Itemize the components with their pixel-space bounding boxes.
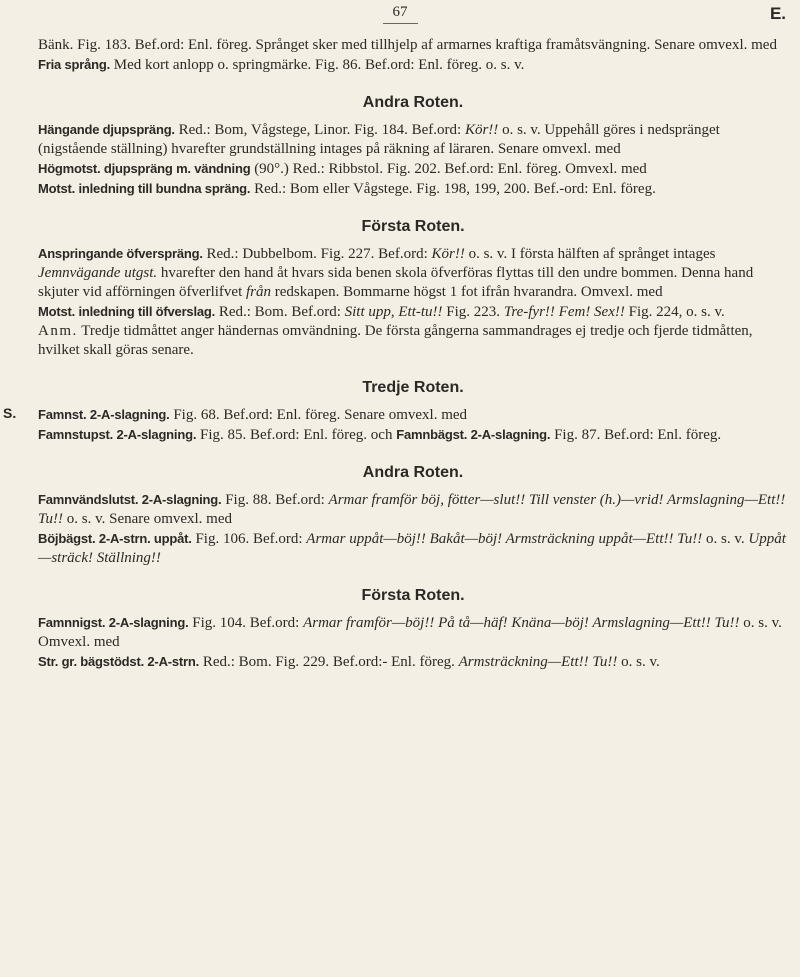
text-run: Anm.: [38, 323, 78, 339]
paragraph: [38, 302, 788, 322]
exercise-name: Anspringande öfverspräng.: [38, 246, 203, 261]
section-heading: Första Roten.: [361, 218, 465, 235]
text-run: o. s. v. Senare omvexl. med: [63, 511, 233, 527]
text-run: o. s. v.: [617, 654, 660, 670]
text-run: o. s. v.: [702, 531, 749, 547]
exercise-name: Famnbägst. 2-A-slagning.: [396, 427, 551, 442]
exercise-name: Motst. inledning till bundna spräng.: [38, 181, 251, 196]
text-run: redskapen. Bommarne högst 1 fot ifrån hvarandra. Omvexl. med: [271, 284, 663, 300]
paragraph: [38, 652, 788, 672]
exercise-name: Motst. inledning till öfverslag.: [38, 304, 216, 319]
paragraph: [38, 55, 788, 75]
paragraph: [38, 179, 788, 199]
command-text: Armar framför böj, fötter—slut!! Till venster (h.)—vrid! Armslagning—Ett!! Tu!!: [38, 492, 786, 527]
paragraph: [38, 529, 788, 568]
section-heading: Första Roten.: [361, 587, 465, 604]
text-run: Fig. 223.: [442, 304, 504, 320]
text-run: o. s. v. Uppehåll göres i nedspränget (nigstående ställning) hvarefter grundställning intages på räkning af läraren. Senare omvexl. med: [38, 122, 720, 157]
exercise-name: Högmotst. djupspräng m. vändning: [38, 161, 251, 176]
command-text: Jemnvägande utgst.: [38, 265, 158, 281]
command-text: Uppåt—sträck! Ställning!!: [38, 531, 786, 566]
exercise-name: Böjbägst. 2-A-strn. uppåt.: [38, 531, 192, 546]
text-run: o. s. v. I första hälften af språnget intages: [464, 246, 716, 262]
text-run: Red.: Dubbelbom. Fig. 227. Bef.ord:: [202, 246, 432, 262]
text-run: Fig. 88. Bef.ord:: [221, 492, 329, 508]
paragraph: [38, 405, 788, 425]
exercise-name: Famnnigst. 2-A-slagning.: [38, 615, 189, 630]
page-body: [38, 36, 788, 672]
text-run: Fig. 87. Bef.ord: Enl. föreg.: [550, 427, 722, 443]
text-run: Med kort anlopp o. springmärke. Fig. 86. Bef.ord: Enl. föreg. o. s. v.: [110, 57, 525, 73]
command-text: Sitt upp, Ett-tu!!: [344, 304, 443, 320]
text-run: o. s. v. Omvexl. med: [38, 615, 782, 650]
exercise-name: Famnstupst. 2-A-slagning.: [38, 427, 197, 442]
exercise-name: Str. gr. bägstödst. 2-A-strn.: [38, 654, 200, 669]
text-run: Red.: Bom. Bef.ord:: [215, 304, 345, 320]
text-run: Fig. 104. Bef.ord:: [188, 615, 304, 631]
text-run: Fig. 106. Bef.ord:: [191, 531, 307, 547]
exercise-name: Fria språng.: [38, 57, 111, 72]
exercise-name: Hängande djupspräng.: [38, 122, 175, 137]
section-heading: Tredje Roten.: [362, 379, 464, 396]
text-run: Red.: Bom. Fig. 229. Bef.ord:- Enl. föreg.: [199, 654, 459, 670]
command-text: Armar uppåt—böj!! Bakåt—böj! Armsträckning uppåt—Ett!! Tu!!: [306, 531, 703, 547]
paragraph: [38, 425, 788, 445]
command-text: från: [246, 284, 272, 300]
text-run: (90°.) Red.: Ribbstol. Fig. 202. Bef.ord: Enl. föreg. Omvexl. med: [250, 161, 647, 177]
paragraph: [38, 244, 788, 302]
paragraph: [38, 322, 788, 360]
paragraph: [38, 490, 788, 529]
command-text: Kör!!: [464, 122, 499, 138]
text-run: Tredje tidmåttet anger händernas omvändning. De första gångerna sammandrages ej tredje och fjerde tidmåtten, hvilket skall göras senare.: [38, 323, 753, 358]
section-heading: Andra Roten.: [362, 94, 464, 111]
text-run: Bänk. Fig. 183. Bef.ord: Enl. föreg. Språnget sker med tillhjelp af armarnes kraftiga framåtsvängning. Senare omvexl. med: [38, 37, 777, 53]
text-run: Fig. 224, o. s. v.: [624, 304, 725, 320]
exercise-name: Famnst. 2-A-slagning.: [38, 407, 170, 422]
paragraph: [38, 613, 788, 652]
page-number: 67: [0, 4, 800, 24]
text-run: hvarefter den hand åt hvars sida benen skola öfverföras flyttas till den undre bommen. Denna hand skjuter vid afförningen öfverlifvet: [38, 265, 754, 300]
paragraph: [38, 159, 788, 179]
corner-mark: E.: [769, 4, 786, 23]
text-run: Fig. 85. Bef.ord: Enl. föreg. och: [196, 427, 397, 443]
command-text: Armar framför—böj!! På tå—häf! Knäna—böj! Armslagning—Ett!! Tu!!: [303, 615, 740, 631]
paragraph: [38, 120, 788, 159]
text-run: Red.: Bom eller Vågstege. Fig. 198, 199, 200. Bef.-ord: Enl. föreg.: [250, 181, 656, 197]
exercise-name: Famnvändslutst. 2-A-slagning.: [38, 492, 222, 507]
command-text: Kör!!: [431, 246, 465, 262]
section-heading: Andra Roten.: [362, 464, 464, 481]
command-text: Armsträckning—Ett!! Tu!!: [458, 654, 618, 670]
command-text: Tre-fyr!! Fem! Sex!!: [503, 304, 625, 320]
text-run: Red.: Bom, Vågstege, Linor. Fig. 184. Bef.ord:: [174, 122, 465, 138]
paragraph: [38, 36, 788, 55]
text-run: Fig. 68. Bef.ord: Enl. föreg. Senare omvexl. med: [169, 407, 468, 423]
margin-mark: S.: [3, 405, 17, 421]
